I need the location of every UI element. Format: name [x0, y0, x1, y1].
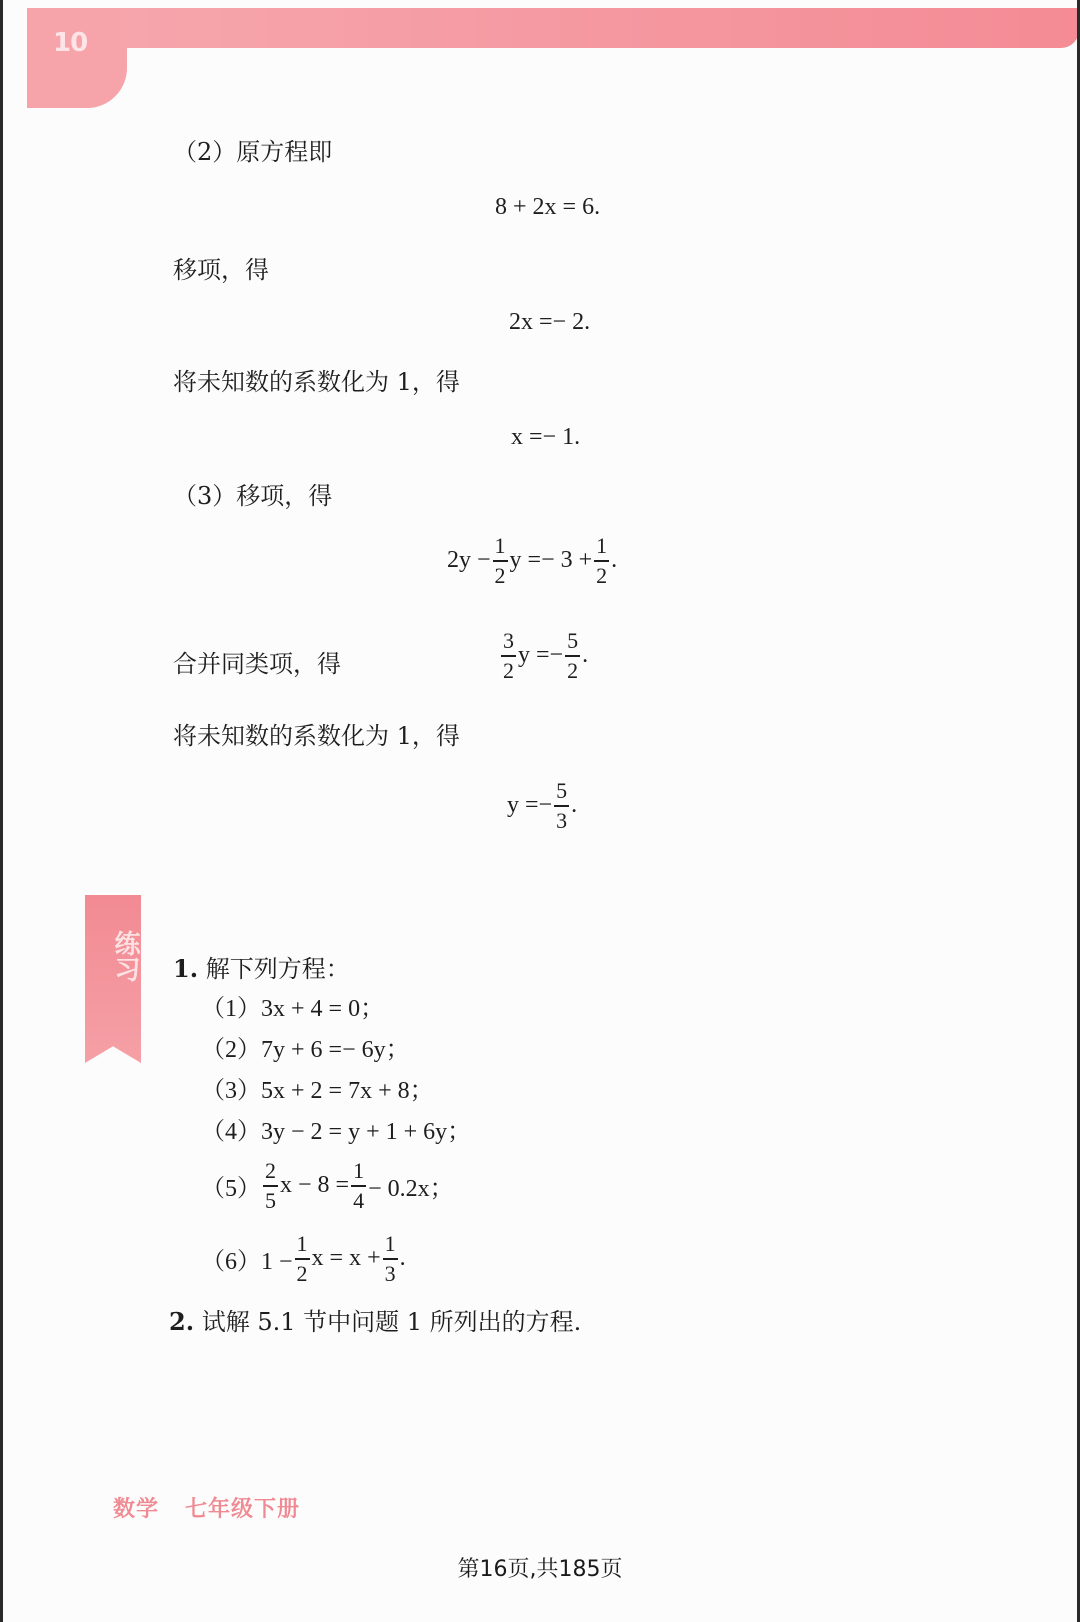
- item5-fraction-1: $\frac{2}{5}$: [265, 1158, 276, 1213]
- item5-label: （5）: [201, 1176, 261, 1203]
- item6-fraction-1: $\frac{1}{2}$: [296, 1231, 308, 1286]
- question-1-text: 解下列方程：: [205, 955, 350, 983]
- chapter-tab: [27, 8, 127, 108]
- chapter-number: 10: [53, 28, 88, 58]
- exercise-item-2: （2）7y + 6 =− 6y；: [201, 1037, 410, 1063]
- eq4-part-a: 2y −: [447, 547, 491, 574]
- eq6-part-a: y =−: [507, 792, 553, 819]
- exercise-item-1: （1）3x + 4 = 0；: [201, 996, 385, 1022]
- eq5-fraction-1: $\frac{3}{2}$: [503, 628, 514, 683]
- question-2-text: 试解 5.1 节中问题 1 所列出的方程.: [201, 1308, 582, 1336]
- book-grade: 七年级下册: [185, 1497, 301, 1522]
- exercise-item-6: （6）1 − $\frac{1}{2}$ x = x + $\frac{1}{3}$ .: [201, 1231, 406, 1286]
- exercise-item-4: （4）3y − 2 = y + 1 + 6y；: [201, 1119, 472, 1145]
- item5-mid: x − 8 =: [280, 1172, 350, 1199]
- eq4-fraction-2: $\frac{1}{2}$: [596, 533, 608, 588]
- equation-5: $\frac{3}{2}$ y =− $\frac{5}{2}$ .: [503, 628, 589, 683]
- step-coefficient: 将未知数的系数化为 1，得: [173, 368, 460, 396]
- step-transpose: 移项，得: [173, 256, 269, 284]
- question-2-number: 2.: [169, 1307, 195, 1336]
- book-title: [113, 1492, 300, 1523]
- equation-2: 2x =− 2.: [509, 309, 591, 335]
- question-1-number: 1.: [173, 954, 199, 983]
- equation-6: y =− $\frac{5}{3}$ .: [507, 778, 578, 833]
- exercise-item-3: （3）5x + 2 = 7x + 8；: [201, 1078, 434, 1104]
- eq5-fraction-2: $\frac{5}{2}$: [567, 628, 579, 683]
- question-1: [173, 955, 350, 984]
- step-coefficient-2: 将未知数的系数化为 1，得: [173, 722, 460, 750]
- eq6-fraction: $\frac{5}{3}$: [556, 778, 568, 833]
- book-subject: 数学: [113, 1497, 160, 1522]
- item5-end: − 0.2x；: [368, 1176, 454, 1203]
- part2-intro: （2）原方程即: [173, 138, 333, 166]
- item6-mid: x = x +: [311, 1245, 381, 1272]
- exercise-ribbon-label: 练习: [110, 930, 140, 982]
- equation-3: x =− 1.: [511, 424, 581, 450]
- item6-label: （6）1 −: [201, 1249, 293, 1276]
- part3-intro: （3）移项，得: [173, 482, 333, 510]
- equation-1: 8 + 2x = 6.: [495, 194, 601, 220]
- exercise-item-5: [201, 1160, 454, 1212]
- item5-fraction-2: $\frac{1}{4}$: [353, 1158, 365, 1213]
- eq4-fraction-1: $\frac{1}{2}$: [494, 533, 506, 588]
- step-combine: 合并同类项，得: [173, 650, 341, 678]
- header-band: [27, 8, 1079, 48]
- equation-4: 2y − $\frac{1}{2}$ y =− 3 + $\frac{1}{2}$ .: [447, 533, 618, 588]
- item6-fraction-2: $\frac{1}{3}$: [384, 1231, 396, 1286]
- page-indicator: 第16页,共185页: [457, 1557, 623, 1582]
- eq5-part-b: y =−: [518, 642, 564, 669]
- eq4-part-b: y =− 3 +: [509, 547, 593, 574]
- question-2: [169, 1308, 581, 1337]
